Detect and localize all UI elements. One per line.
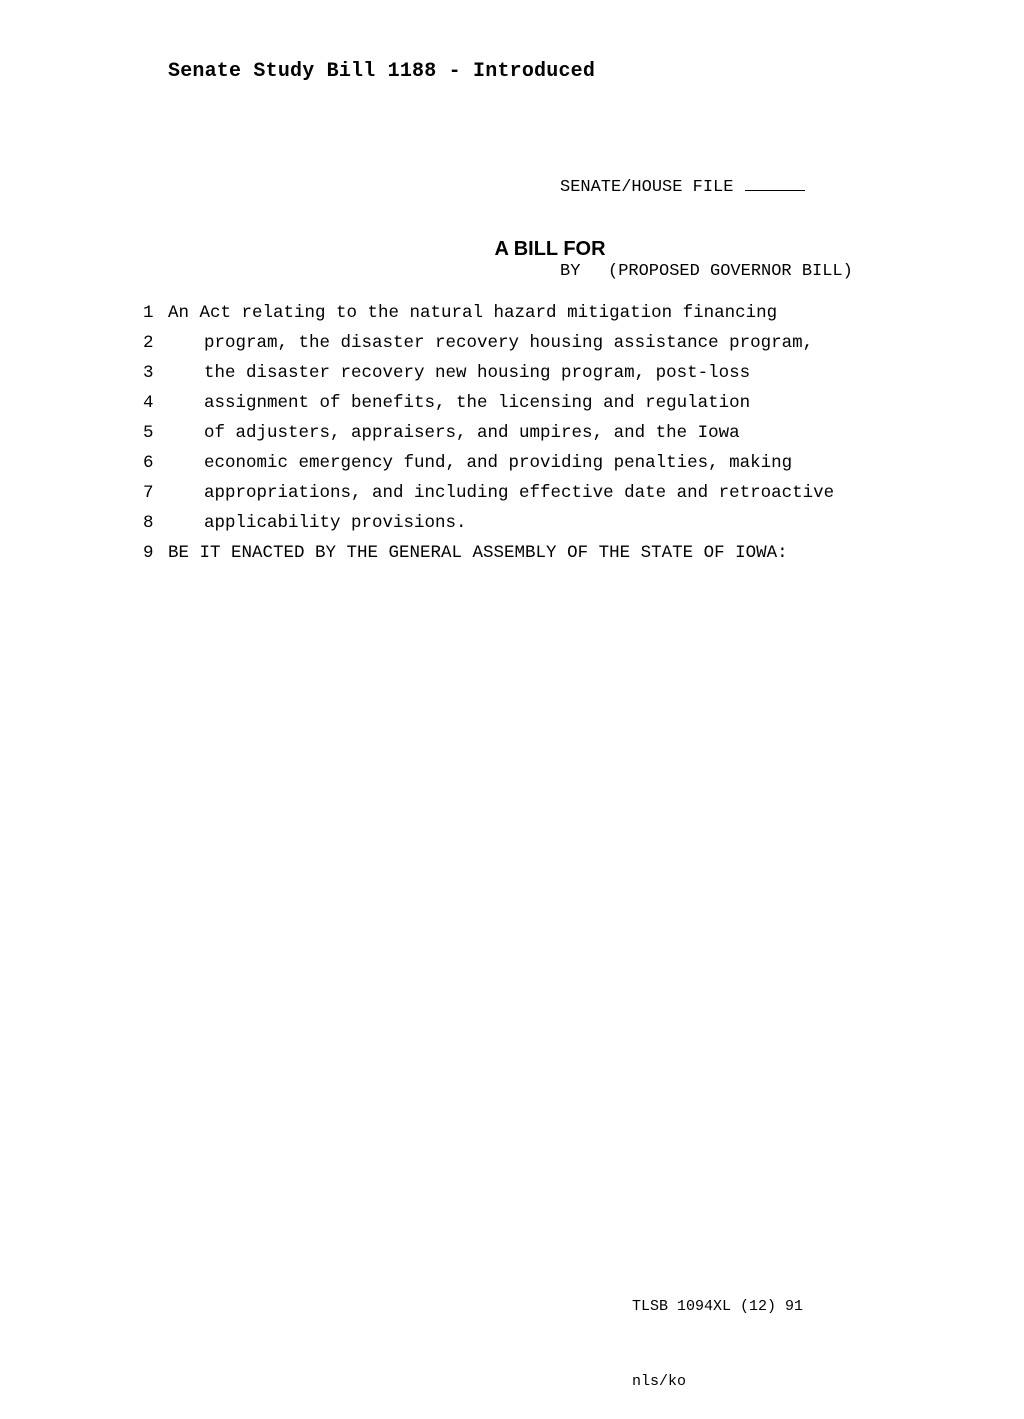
bill-line bbox=[143, 508, 834, 538]
bill-line bbox=[143, 388, 834, 418]
line-text: An Act relating to the natural hazard mitigation financing bbox=[168, 303, 778, 323]
bill-line bbox=[143, 418, 834, 448]
by-label: BY bbox=[560, 262, 581, 281]
line-text: program, the disaster recovery housing assistance program, bbox=[204, 333, 814, 353]
enacting-clause: BE IT ENACTED BY THE GENERAL ASSEMBLY OF THE STATE OF IOWA: bbox=[168, 543, 788, 563]
line-number: 9 bbox=[143, 543, 154, 563]
bill-line bbox=[143, 298, 834, 328]
line-number: 3 bbox=[143, 363, 154, 383]
sponsor-line bbox=[560, 258, 853, 286]
line-number: 6 bbox=[143, 453, 154, 473]
bill-line bbox=[143, 538, 834, 568]
file-number-line bbox=[560, 174, 853, 202]
bill-line bbox=[143, 448, 834, 478]
line-number: 2 bbox=[143, 333, 154, 353]
bill-text-lines bbox=[143, 298, 834, 568]
line-text: of adjusters, appraisers, and umpires, and the Iowa bbox=[204, 423, 740, 443]
bill-line bbox=[143, 358, 834, 388]
line-text: the disaster recovery new housing program, post-loss bbox=[204, 363, 751, 383]
line-text: appropriations, and including effective date and retroactive bbox=[204, 483, 835, 503]
bill-heading: A BILL FOR bbox=[494, 238, 606, 260]
footer-initials: nls/ko bbox=[632, 1373, 687, 1390]
sponsor-value: (PROPOSED GOVERNOR BILL) bbox=[608, 262, 853, 281]
footer-code: TLSB 1094XL (12) 91 bbox=[632, 1298, 804, 1315]
line-text: assignment of benefits, the licensing and regulation bbox=[204, 393, 751, 413]
line-text: applicability provisions. bbox=[204, 513, 467, 533]
file-designation-block bbox=[560, 118, 853, 314]
file-number-blank bbox=[745, 174, 805, 191]
footer bbox=[632, 1244, 803, 1419]
bill-line bbox=[143, 478, 834, 508]
line-text: economic emergency fund, and providing penalties, making bbox=[204, 453, 793, 473]
line-number: 4 bbox=[143, 393, 154, 413]
line-number: 5 bbox=[143, 423, 154, 443]
line-number: 7 bbox=[143, 483, 154, 503]
page-title: Senate Study Bill 1188 - Introduced bbox=[168, 60, 596, 83]
file-label: SENATE/HOUSE FILE bbox=[560, 178, 734, 197]
line-number: 1 bbox=[143, 303, 154, 323]
bill-line bbox=[143, 328, 834, 358]
line-number: 8 bbox=[143, 513, 154, 533]
